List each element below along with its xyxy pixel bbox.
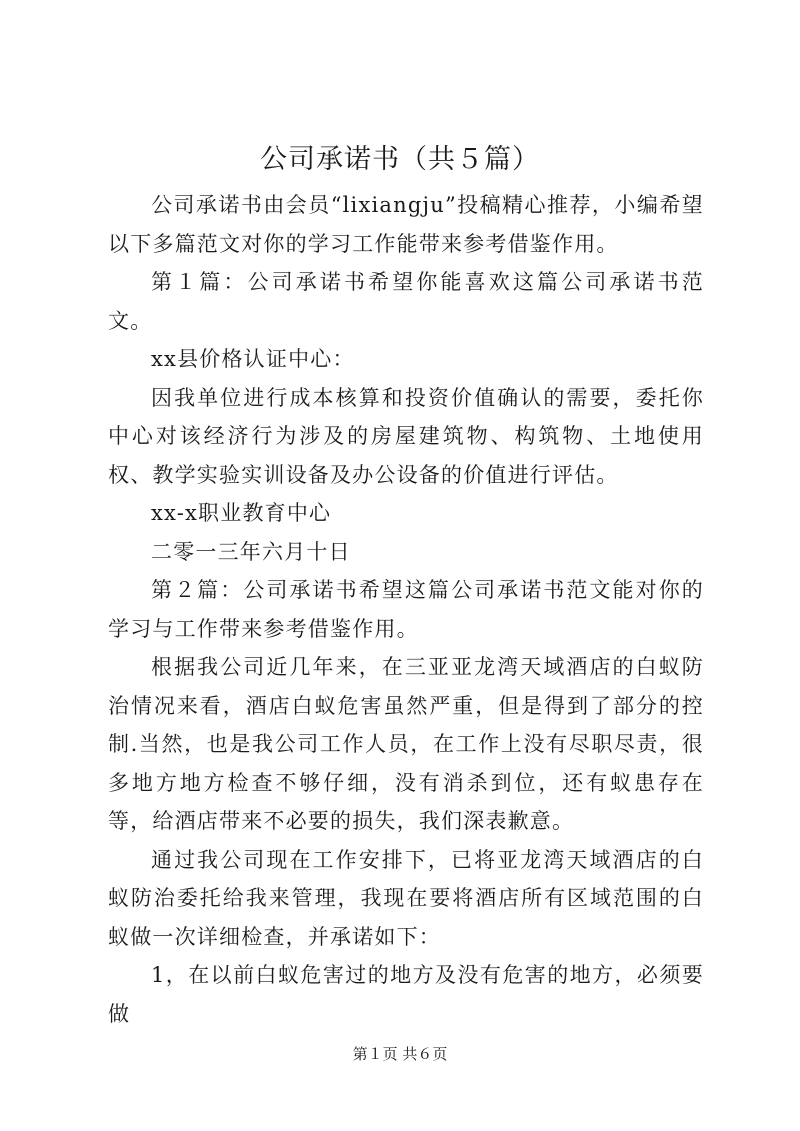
paragraph-commitment-intro: 通过我公司现在工作安排下，已将亚龙湾天域酒店的白蚁防治委托给我来管理，我现在要将酒店所有区域范围的白蚁做一次详细检查，并承诺如下：	[108, 847, 704, 949]
paragraph-article-2-heading: 第２篇：公司承诺书希望这篇公司承诺书范文能对你的学习与工作带来参考借鉴作用。	[108, 578, 704, 641]
paragraph-signature-org: xx-x职业教育中心	[151, 501, 332, 525]
paragraph-situation: 根据我公司近几年来，在三亚亚龙湾天域酒店的白蚁防治情况来看，酒店白蚁危害虽然严重，但是得到了部分的控制.当然，也是我公司工作人员，在工作上没有尽职尽责，很多地方地方检查不够仔细，没有消杀到位，还有蚁患存在等，给酒店带来不必要的损失，我们深表歉意。	[108, 655, 704, 833]
paragraph-intro: 公司承诺书由会员“lixiangju”投稿精心推荐，小编希望以下多篇范文对你的学习工作能带来参考借鉴作用。	[108, 193, 704, 256]
page-footer: 第１页 共６页	[352, 1045, 448, 1063]
paragraph-article-1-heading: 第１篇：公司承诺书希望你能喜欢这篇公司承诺书范文。	[108, 270, 704, 333]
document-body	[108, 186, 704, 1033]
paragraph-commitment-1: 1，在以前白蚁危害过的地方及没有危害的地方，必须要做	[108, 963, 704, 1026]
paragraph-signature-date: 二零一三年六月十日	[151, 539, 351, 564]
document-title: 公司承诺书（共５篇）	[260, 144, 540, 175]
paragraph-addressee: xx县价格认证中心：	[151, 347, 355, 371]
paragraph-request: 因我单位进行成本核算和投资价值确认的需要，委托你中心对该经济行为涉及的房屋建筑物、构筑物、土地使用权、教学实验实训设备及办公设备的价值进行评估。	[108, 385, 704, 487]
